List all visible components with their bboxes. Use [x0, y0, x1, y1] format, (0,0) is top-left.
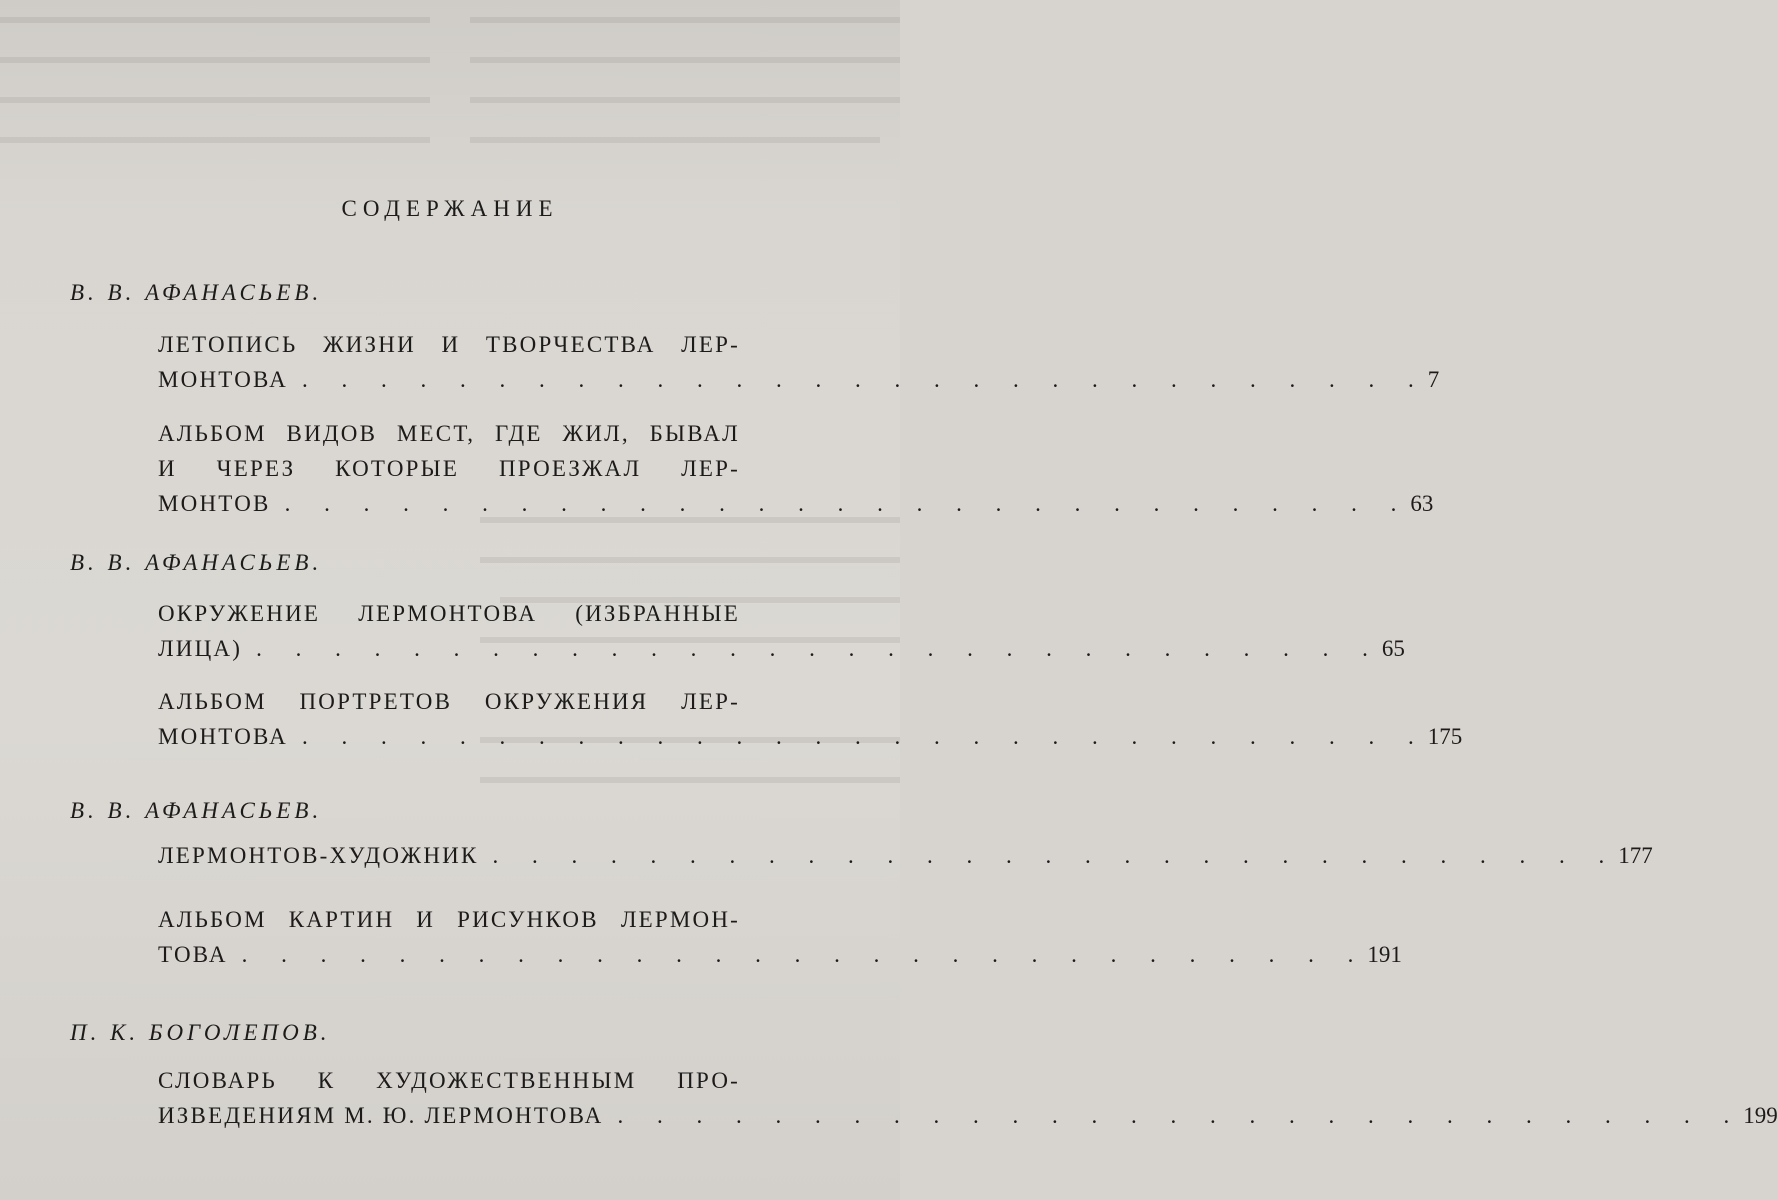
toc-entry — [158, 838, 1653, 873]
toc-entry — [158, 684, 1463, 754]
section-author: В. В. АФАНАСЬЕВ. — [70, 280, 323, 305]
section-author: П. К. БОГОЛЕПОВ. — [70, 1020, 331, 1045]
toc-entry — [158, 327, 1440, 397]
entry-line: ЛЕТОПИСЬ ЖИЗНИ И ТВОРЧЕСТВА ЛЕР- — [158, 332, 740, 357]
entry-last-line: ЛЕРМОНТОВ-ХУДОЖНИК — [158, 843, 479, 868]
entry-line: ОКРУЖЕНИЕ ЛЕРМОНТОВА (ИЗБРАННЫЕ — [158, 601, 740, 626]
page-number: 199 — [1743, 1103, 1778, 1128]
page-number: 65 — [1381, 636, 1405, 661]
section-author: В. В. АФАНАСЬЕВ. — [70, 550, 323, 575]
page-number: 7 — [1427, 367, 1440, 392]
entry-line: СЛОВАРЬ К ХУДОЖЕСТВЕННЫМ ПРО- — [158, 1068, 740, 1093]
dot-leader: . . . . . . . . . . . . . . . . . . . . . . . . . . . . . — [301, 724, 1428, 749]
entry-last-line: МОНТОВА — [158, 367, 288, 392]
entry-last-line: ЛИЦА) — [158, 636, 243, 661]
section-author: В. В. АФАНАСЬЕВ. — [70, 798, 323, 823]
dot-leader: . . . . . . . . . . . . . . . . . . . . . . . . . . . . . — [301, 367, 1428, 392]
page-number: 177 — [1618, 843, 1653, 868]
entry-last-line: ИЗВЕДЕНИЯМ М. Ю. ЛЕРМОНТОВА — [158, 1103, 604, 1128]
entry-line: И ЧЕРЕЗ КОТОРЫЕ ПРОЕЗЖАЛ ЛЕР- — [158, 456, 740, 481]
dot-leader: . . . . . . . . . . . . . . . . . . . . . . . . . . . . . — [256, 636, 1382, 661]
entry-line: АЛЬБОМ КАРТИН И РИСУНКОВ ЛЕРМОН- — [158, 907, 740, 932]
page-number: 191 — [1367, 942, 1402, 967]
page-title: СОДЕРЖАНИЕ — [341, 196, 559, 221]
dot-leader: . . . . . . . . . . . . . . . . . . . . . . . . . . . . . — [492, 843, 1619, 868]
page-number: 175 — [1427, 724, 1463, 749]
toc-entry — [158, 902, 1402, 972]
toc-entry — [158, 1063, 1778, 1133]
entry-last-line: МОНТОВА — [158, 724, 288, 749]
entry-line: АЛЬБОМ ВИДОВ МЕСТ, ГДЕ ЖИЛ, БЫВАЛ — [158, 421, 740, 446]
entry-last-line: МОНТОВ — [158, 491, 271, 516]
entry-line: АЛЬБОМ ПОРТРЕТОВ ОКРУЖЕНИЯ ЛЕР- — [158, 689, 740, 714]
page-number: 63 — [1410, 491, 1434, 516]
toc-entry — [158, 416, 1434, 521]
toc-entry — [158, 596, 1405, 666]
entry-last-line: ТОВА — [158, 942, 228, 967]
dot-leader: . . . . . . . . . . . . . . . . . . . . . . . . . . . . . — [284, 491, 1411, 516]
dot-leader: . . . . . . . . . . . . . . . . . . . . . . . . . . . . . — [241, 942, 1368, 967]
dot-leader: . . . . . . . . . . . . . . . . . . . . . . . . . . . . . — [617, 1103, 1744, 1128]
